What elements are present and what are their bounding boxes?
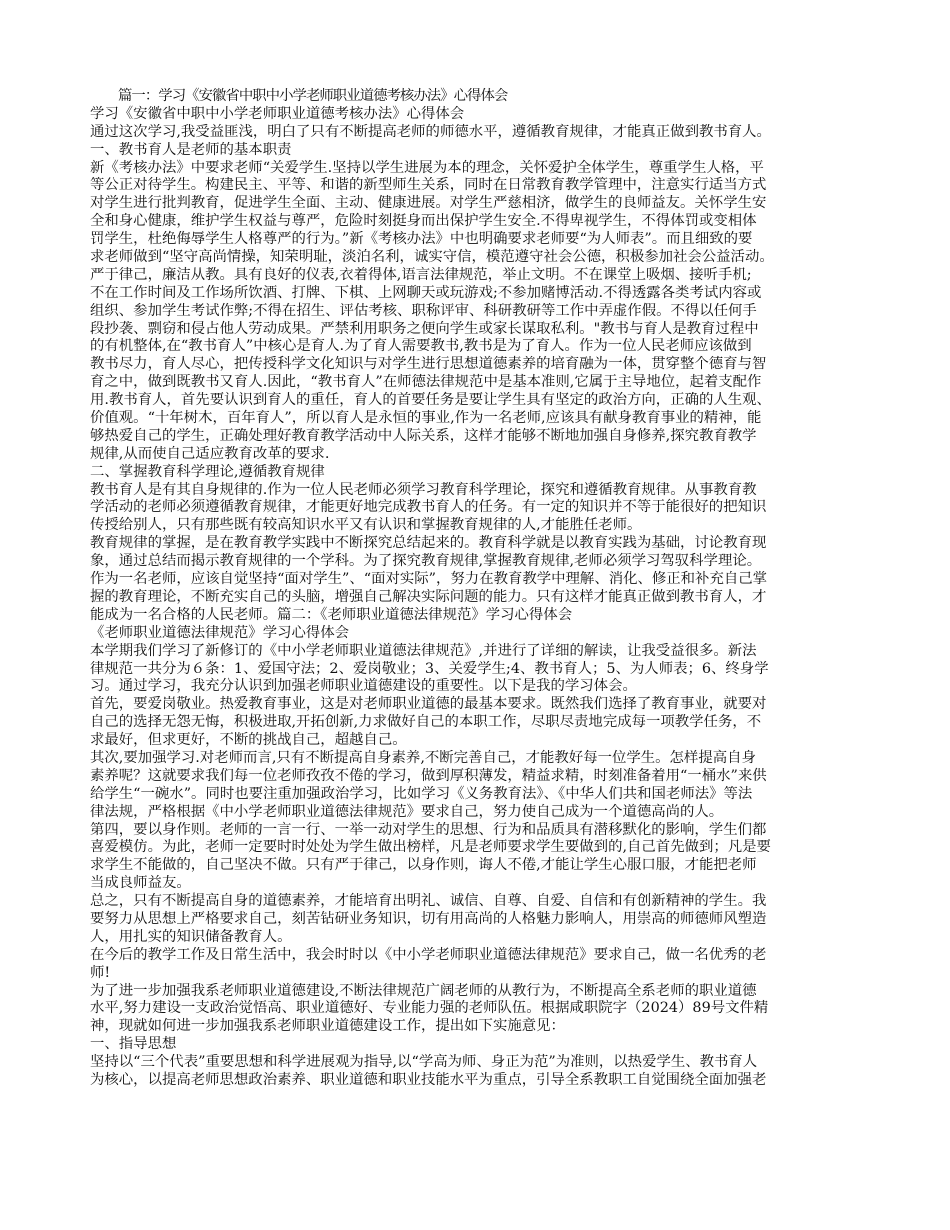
text-line: 本学期我们学习了新修订的《中小学老师职业道德法律规范》,并进行了详细的解读，让我受益很多。新法 <box>90 642 757 659</box>
text-line: 首先，要爱岗敬业。热爱教育事业，这是对老师职业道德的最基本要求。既然我们选择了教育事业，就要对 <box>90 696 767 713</box>
text-line: 总之，只有不断提高自身的道德素养，才能培育出明礼、诚信、自尊、自爱、自信和有创新精神的学生。我 <box>90 893 767 910</box>
text-line: 求老师做到“坚守高尚情操，知荣明耻，淡泊名利，诚实守信，模范遵守社会公德，积极参加社会公益活动。 <box>90 249 774 266</box>
text-line: 为核心，以提高老师思想政治素养、职业道德和职业技能水平为重点，引导全系教职工自觉围绕全面加强老 <box>90 1071 767 1088</box>
text-line: 要努力从思想上严格要求自己，刻苦钻研业务知识，切有用高尚的人格魅力影响人，用崇高的师德师风塑造 <box>90 910 767 927</box>
text-line: 素养呢？这就要求我们每一位老师孜孜不倦的学习，做到厚积薄发，精益求精，时刻准备着用“一桶水”来供 <box>90 767 767 784</box>
text-line: 段抄袭、剽窃和侵占他人劳动成果。严禁利用职务之便向学生或家长谋取私利。"教书与育人是教育过程中 <box>90 320 759 337</box>
text-line: 给学生“一碗水”。同时也要注重加强政治学习，比如学习《义务教育法》、《中华人们共和国老师法》等法 <box>90 785 753 802</box>
text-line: 严于律己，廉洁从教。具有良好的仪表,衣着得体,语言法律规范，举止文明。不在课堂上吸烟、接听手机; <box>90 266 752 283</box>
text-line: 用.教书育人，首先要认识到育人的重任，育人的首要任务是要让学生具有坚定的政治方向，正确的人生观、 <box>90 392 771 409</box>
document-page <box>90 88 870 1090</box>
text-line: 师! <box>90 964 111 981</box>
text-line: 习。通过学习，我充分认识到加强老师职业道德建设的重要性。以下是我的学习体会。 <box>90 678 637 695</box>
text-line: 育之中，做到既教书又育人.因此，“教书育人”在师德法律规范中是基本准则,它属于主导地位，起着支配作 <box>90 374 762 391</box>
text-line: 对学生进行批判教育，促进学生全面、主动、健康进展。对学生严慈相济，做学生的良师益友。关怀学生安 <box>90 195 767 212</box>
text-line: 组织、参加学生考试作弊;不得在招生、评估考核、职称评审、科研教研等工作中弄虚作假。不得以任何手 <box>90 302 757 319</box>
text-line: 自己的选择无怨无悔，积极进取,开拓创新,力求做好自己的本职工作，尽职尽责地完成每一项教学任务，不 <box>90 714 762 731</box>
text-line: 全和身心健康，维护学生权益与尊严，危险时刻挺身而出保护学生安全.不得卑视学生，不得体罚或变相体 <box>90 213 757 230</box>
document-title-line: 篇一：学习《安徽省中职中小学老师职业道德考核办法》心得体会 <box>118 88 508 104</box>
text-line: 握的教育理论，不断充实自己的头脑，增强自己解决实际问题的能力。只有这样才能真正做到教书育人，才 <box>90 588 767 605</box>
text-line: 一、教书育人是老师的基本职责 <box>90 141 292 158</box>
text-line: 不在工作时间及工作场所饮酒、打牌、下棋、上网聊天或玩游戏;不参加赌博活动.不得透露各类考试内容或 <box>90 284 762 301</box>
text-line: 人，用扎实的知识储备教育人。 <box>90 928 292 945</box>
text-line: 作为一名老师，应该自觉坚持“面对学生”、“面对实际”，努力在教育教学中理解、消化、修正和补充自己掌 <box>90 571 768 588</box>
text-line: 当成良师益友。 <box>90 875 191 892</box>
text-line: 的有机整体,在“教书育人”中核心是育人.为了育人需要教书,教书是为了育人。作为一位人民老师应该做到 <box>90 338 752 355</box>
text-line: 喜爱模仿。为此，老师一定要时时处处为学生做出榜样，凡是老师要求学生要做到的,自己首先做到；凡是要 <box>90 839 771 856</box>
text-line: 水平,努力建设一支政治觉悟高、职业道德好、专业能力强的老师队伍。根据咸职院字（2024）89号文件精 <box>90 1000 769 1017</box>
text-line: 够热爱自己的学生，正确处理好教育教学活动中人际关系，这样才能够不断地加强自身修养,探究教育教学 <box>90 427 757 444</box>
text-line: 求学生不能做的，自己坚决不做。只有严于律己，以身作则，诲人不倦,才能让学生心服口服，才能把老师 <box>90 857 757 874</box>
text-line: 象，通过总结而揭示教育规律的一个学科。为了探究教育规律,掌握教育规律,老师必须学习驾驭科学理论。 <box>90 553 762 570</box>
text-line: 其次,要加强学习.对老师而言,只有不断提高自身素养,不断完善自己，才能教好每一位学生。怎样提高自身 <box>90 749 756 766</box>
text-line: 神，现就如何进一步加强我系老师职业道德建设工作，提出如下实施意见： <box>90 1018 565 1035</box>
text-line: 价值观。“十年树木，百年育人”，所以育人是永恒的事业,作为一名老师,应该具有献身教育事业的精神，能 <box>90 410 762 427</box>
text-line: 教书尽力，育人尽心，把传授科学文化知识与对学生进行思想道德素养的培育融为一体，贯穿整个德育与智 <box>90 356 767 373</box>
text-line: 规律,从而使自己适应教育改革的要求. <box>90 445 330 462</box>
text-line: 坚持以“三个代表”重要思想和科学进展观为指导,以“学高为师、身正为范”为准则，以热爱学生、教书育人 <box>90 1054 758 1071</box>
text-line: 等公正对待学生。构建民主、平等、和谐的新型师生关系，同时在日常教育教学管理中，注意实行适当方式 <box>90 177 767 194</box>
text-line: 在今后的教学工作及日常生活中，我会时时以《中小学老师职业道德法律规范》要求自己，做一名优秀的老 <box>90 946 767 963</box>
text-line: 律规范一共分为６条：1、爱国守法；2、爱岗敬业；3、关爱学生;4、教书育人；5、为人师表；6、终身学 <box>90 660 769 677</box>
text-line: 第四，要以身作则。老师的一言一行、一举一动对学生的思想、行为和品质具有潜移默化的影响，学生们都 <box>90 821 767 838</box>
text-line: 传授给别人，只有那些既有较高知识水平又有认识和掌握教育规律的人,才能胜任老师。 <box>90 517 642 534</box>
text-line: 律法规，严格根据《中小学老师职业道德法律规范》要求自己，努力使自己成为一个道德高尚的人。 <box>90 803 724 820</box>
text-line: 能成为一名合格的人民老师。篇二：《老师职业道德法律规范》学习心得体会 <box>90 606 573 623</box>
text-line: 为了进一步加强我系老师职业道德建设,不断法律规范广阔老师的从教行为，不断提高全系老师的职业道德 <box>90 982 757 999</box>
text-line: 求最好，但求更好，不断的挑战自己，超越自己。 <box>90 732 407 749</box>
text-line: 教书育人是有其自身规律的.作为一位人民老师必须学习教育科学理论，探究和遵循教育规律。从事教育教 <box>90 481 757 498</box>
text-line: 学活动的老师必须遵循教育规律，才能更好地完成教书育人的任务。有一定的知识并不等于能很好的把知识 <box>90 499 767 516</box>
text-line: 一、指导思想 <box>90 1036 177 1053</box>
text-line: 二、掌握教育科学理论,遵循教育规律 <box>90 463 325 480</box>
text-line: 学习《安徽省中职中小学老师职业道德考核办法》心得体会 <box>90 105 465 122</box>
text-line: 新《考核办法》中要求老师“关爱学生.坚持以学生进展为本的理念，关怀爱护全体学生，尊重学生人格，平 <box>90 159 764 176</box>
text-line: 罚学生，杜绝侮辱学生人格尊严的行为。”新《考核办法》中也明确要求老师要“为人师表”。而且细致的要 <box>90 231 753 248</box>
text-line: 教育规律的掌握，是在教育教学实践中不断探究总结起来的。教育科学就是以教育实践为基础，讨论教育现 <box>90 535 767 552</box>
text-line: 通过这次学习,我受益匪浅，明白了只有不断提高老师的师德水平，遵循教育规律，才能真正做到教书育人。 <box>90 123 771 140</box>
text-line: 《老师职业道德法律规范》学习心得体会 <box>90 624 350 641</box>
